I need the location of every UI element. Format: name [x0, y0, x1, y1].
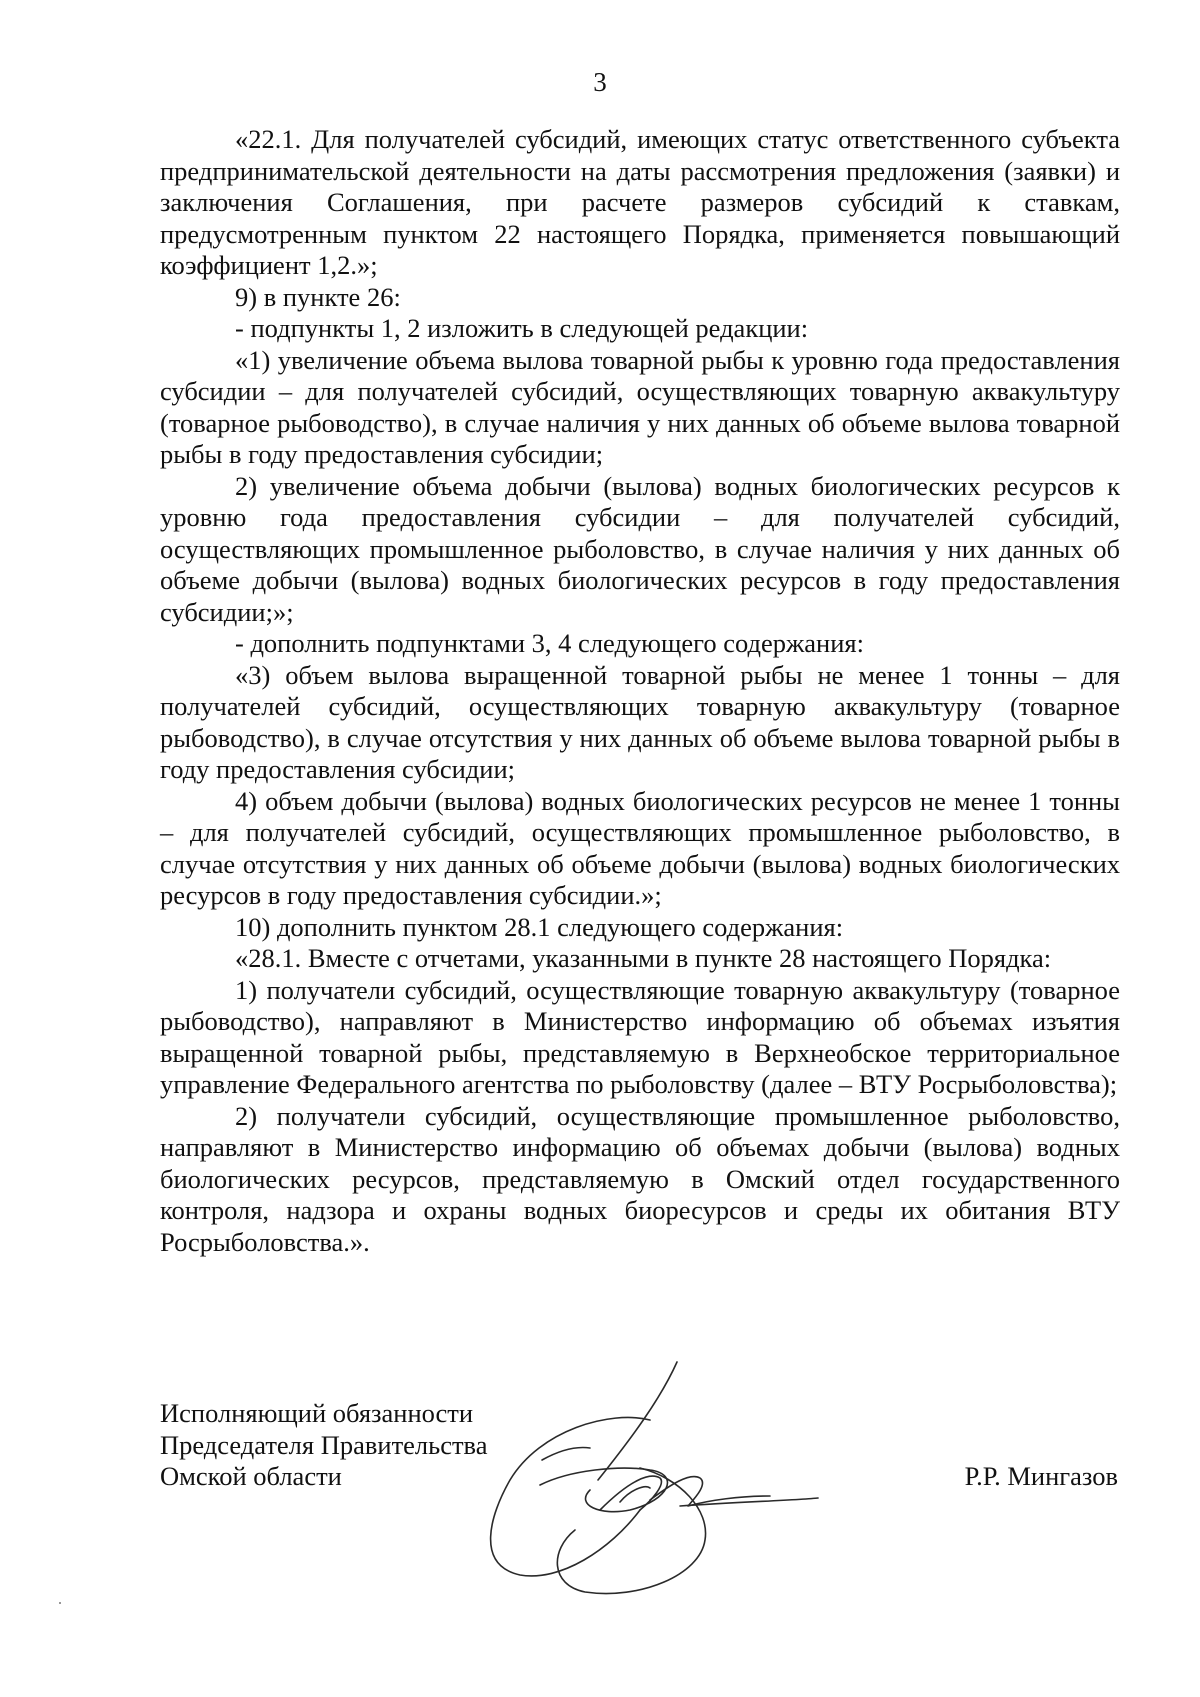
- paragraph-item-9: 9) в пункте 26:: [235, 281, 401, 312]
- paragraph-subitem-2: 2) увеличение объема добычи (вылова) водных биологических ресурсов к уровню года предоставления субсидии – для получателей субсидий, осуществляющих промышленное рыболовство, в случае наличия у них данных об объеме добычи (вылова) водных биологических ресурсов в году предоставления субсидии;»;: [160, 470, 1120, 627]
- document-body: [160, 124, 1120, 1258]
- paragraph-22-1: «22.1. Для получателей субсидий, имеющих статус ответственного субъекта предпринимательской деятельности на даты рассмотрения предложения (заявки) и заключения Соглашения, при расчете размеров субсидий к ставкам, предусмотренным пунктом 22 настоящего Порядка, применяется повышающий коэффициент 1,2.»;: [160, 124, 1120, 280]
- page-number: 3: [593, 67, 607, 97]
- signatory-position-line: Председателя Правительства: [160, 1429, 488, 1460]
- paragraph-subitems-3-4-intro: - дополнить подпунктами 3, 4 следующего содержания:: [235, 628, 864, 658]
- handwritten-signature: [480, 1360, 900, 1600]
- signatory-position-line: Омской области: [160, 1461, 342, 1491]
- paragraph-subitem-3: «3) объем вылова выращенной товарной рыбы не менее 1 тонны – для получателей субсидий, осуществляющих товарную аквакультуру (товарное рыбоводство), в случае отсутствия у них данных об объеме вылова товарной рыбы в году предоставления субсидии;: [160, 659, 1120, 784]
- paragraph-subitem-1: «1) увеличение объема вылова товарной рыбы к уровню года предоставления субсидии – для получателей субсидий, осуществляющих товарную аквакультуру (товарное рыбоводство), в случае наличия у них данных об объеме вылова товарной рыбы в году предоставления субсидии;: [160, 344, 1120, 469]
- paragraph-28-1-subitem-1: 1) получатели субсидий, осуществляющие товарную аквакультуру (товарное рыбоводство), направляют в Министерство информацию об объемах изъятия выращенной товарной рыбы, представляемую в Верхнеобское территориальное управление Федерального агентства по рыболовству (далее – ВТУ Росрыболовства);: [160, 974, 1120, 1099]
- paragraph-item-10: 10) дополнить пунктом 28.1 следующего содержания:: [235, 911, 844, 942]
- paragraph-subitem-4: 4) объем добычи (вылова) водных биологических ресурсов не менее 1 тонны – для получателей субсидий, осуществляющих промышленное рыболовство, в случае отсутствия у них данных об объеме добычи (вылова) водных биологических ресурсов в году предоставления субсидии.»;: [160, 785, 1120, 910]
- signatory-position-line: Исполняющий обязанности: [160, 1398, 474, 1428]
- paragraph-subitems-1-2-intro: - подпункты 1, 2 изложить в следующей редакции:: [235, 313, 809, 343]
- paragraph-28-1-subitem-2: 2) получатели субсидий, осуществляющие промышленное рыболовство, направляют в Министерство информацию об объемах добычи (вылова) водных биологических ресурсов, представляемую в Омский отдел государственного контроля, надзора и охраны водных биоресурсов и среды их обитания ВТУ Росрыболовства.».: [160, 1100, 1120, 1257]
- paragraph-28-1: «28.1. Вместе с отчетами, указанными в пункте 28 настоящего Порядка:: [235, 943, 1052, 973]
- scan-speck: [59, 1602, 61, 1604]
- signatory-name: Р.Р. Мингазов: [964, 1461, 1118, 1491]
- signatory-position: [160, 1398, 488, 1493]
